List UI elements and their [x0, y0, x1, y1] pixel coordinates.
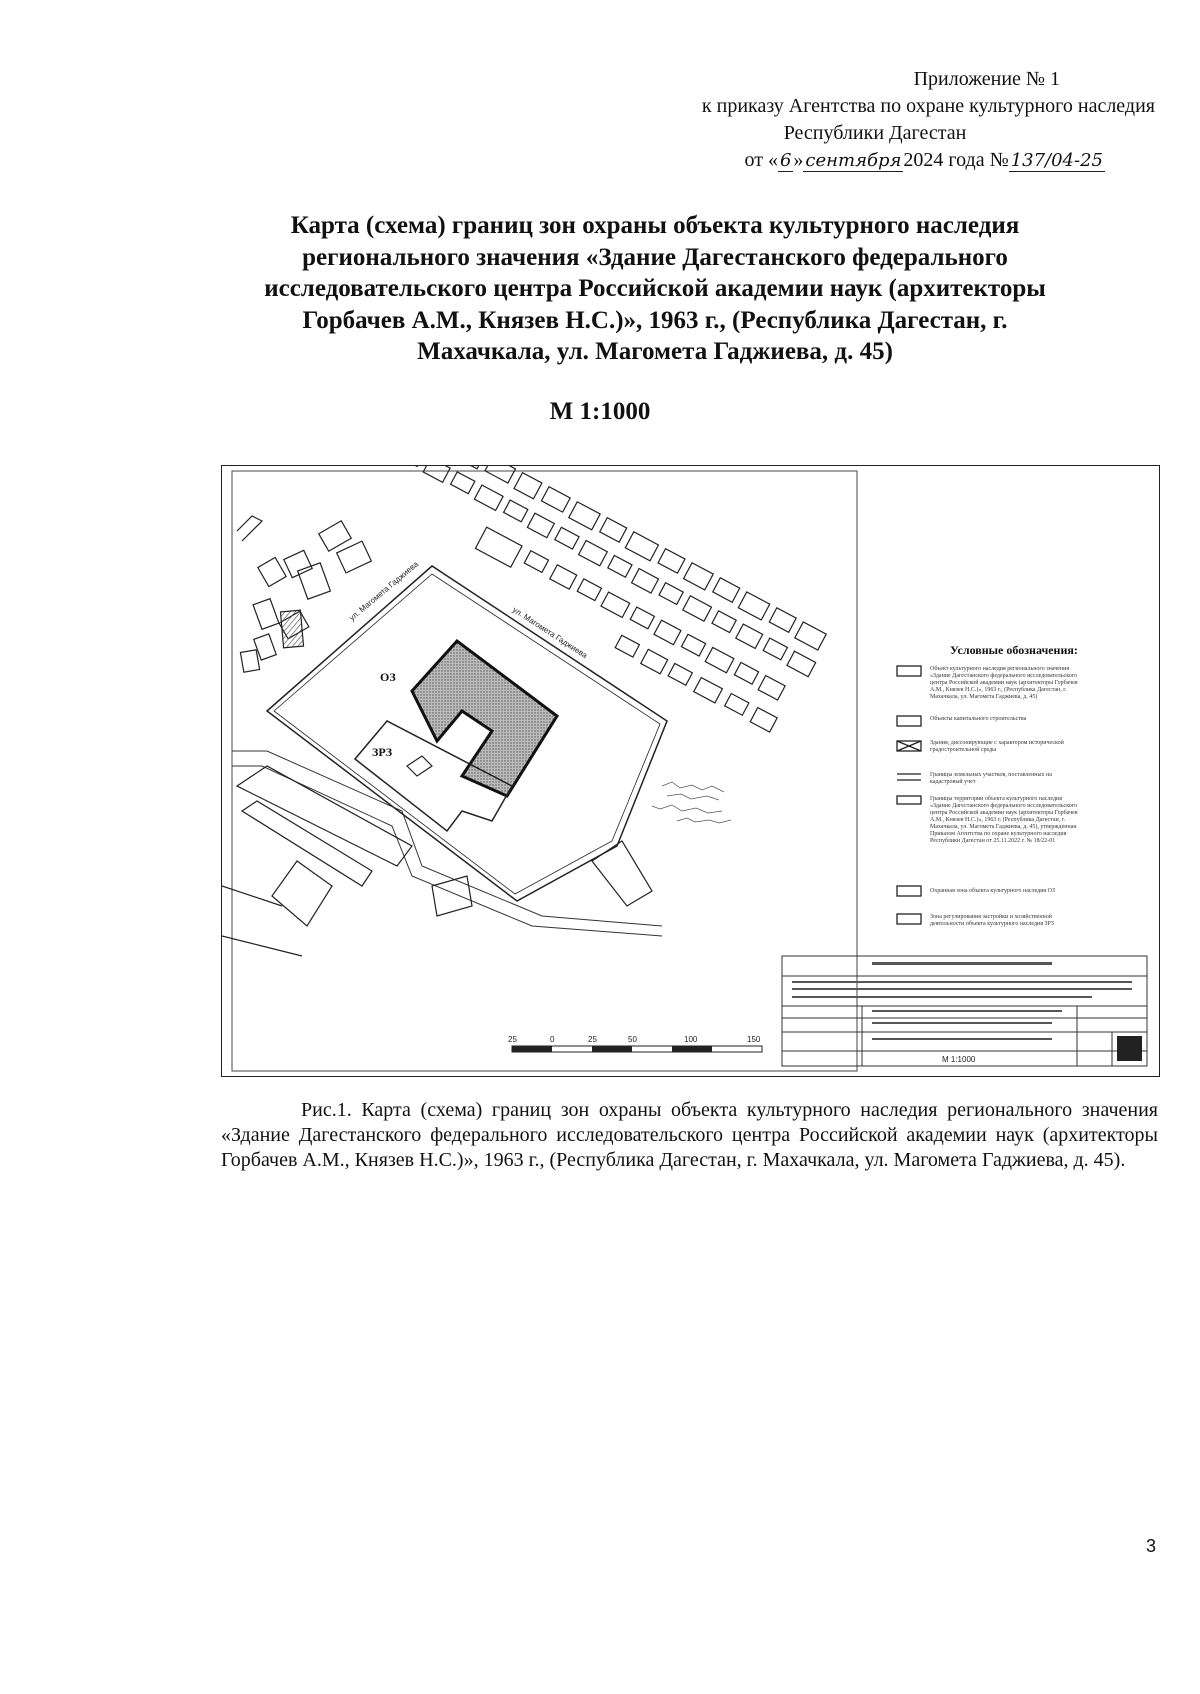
appendix-date-line [595, 147, 1155, 174]
legend-item-oz: Охранная зона объекта культурного наследия ОЗ [930, 888, 1056, 894]
svg-text:100: 100 [684, 1035, 698, 1044]
appendix-header [595, 66, 1155, 174]
stamp-scale: М 1:1000 [942, 1055, 976, 1064]
legend-item-parcels: Границы земельных участков, поставленных на кадастровый учет [930, 772, 1052, 785]
street-label-2: ул. Магомета Гаджиева [510, 605, 589, 661]
legend-symbols [897, 666, 921, 924]
svg-text:0: 0 [550, 1035, 555, 1044]
legend-item-zrz: Зона регулирования застройки и хозяйственной деятельности объекта культурного наследия ЗРЗ [930, 914, 1054, 927]
svg-text:25: 25 [588, 1035, 597, 1044]
heritage-building [412, 641, 557, 796]
date-mid: » [793, 149, 804, 171]
caption-text: Рис.1. Карта (схема) границ зон охраны объекта культурного наследия регионального значения «Здание Дагестанского федерального исследовательского центра Российской академии наук (архитекторы Горбачев А.М., Князев Н.С.)», 1963 г., (Республика Дагестан, г. Махачкала, ул. Магомета Гаджиева, д. 45). [221, 1099, 1158, 1171]
legend-title: Условные обозначения: [950, 643, 1078, 657]
cadastral-map [221, 465, 1160, 1077]
scale-bar [508, 1035, 762, 1052]
map-scale-heading: М 1:1000 [549, 398, 651, 425]
figure-caption [221, 1098, 1158, 1173]
handwritten-number: 137/04-25 [1010, 150, 1103, 171]
date-prefix: от « [744, 149, 778, 171]
map-drawing [222, 466, 1159, 1076]
title-line: исследовательского центра Российской академии наук (архитекторы [264, 275, 1046, 302]
label-zrz: ЗРЗ [372, 745, 393, 759]
label-oz: ОЗ [380, 670, 396, 684]
document-title [160, 210, 1150, 368]
date-year: 2024 года № [903, 149, 1009, 171]
appendix-order-ref: к приказу Агентства по охране культурного наследия [701, 95, 1155, 117]
legend-item-territory: Границы территории объекта культурного наследия «Здание Дагестанского федерального исследовательского центра Российской академии наук (архитекторы Горбачев А.М., Князев Н.С.)», 1963 г. (Республика Дагестан, г. Махачкала, ул. Магомета Гаджиева, д. 45), утвержденная Приказом Агентства по охране культурного наследия Республики Дагестан от 25.11.2022 г. № 18/22-01 [930, 796, 1078, 844]
building-blocks [237, 466, 830, 736]
handwritten-day: 6 [779, 150, 792, 171]
map-frame [232, 471, 857, 1071]
handwritten-month: сентября [805, 150, 902, 171]
appendix-republic: Республики Дагестан [783, 122, 967, 144]
legend-item-dissonant: Здания, диссонирующие с характером исторической градостроительной среды [930, 740, 1064, 753]
title-line: Махачкала, ул. Магомета Гаджиева, д. 45) [417, 338, 893, 365]
legend-item-heritage: Объект культурного наследия регионального значения «Здание Дагестанского федерального исследовательского центра Российской академии наук (архитекторы Горбачев А.М., Князев Н.С.)», 1963 г., (Республика Дагестан, г. Махачкала, ул. Магомета Гаджиева, д. 45) [930, 666, 1078, 700]
svg-text:50: 50 [628, 1035, 637, 1044]
svg-text:25: 25 [508, 1035, 517, 1044]
legend-item-buildings: Объекты капитального строительства [930, 716, 1027, 722]
appendix-number: Приложение № 1 [913, 68, 1060, 90]
title-line: регионального значения «Здание Дагестанского федерального [302, 243, 1008, 271]
street-label-1: ул. Магомета Гаджиева [347, 559, 421, 623]
page-number: 3 [1146, 1536, 1157, 1556]
svg-text:150: 150 [747, 1035, 761, 1044]
title-line: Горбачев А.М., Князев Н.С.)», 1963 г., (Республика Дагестан, г. [302, 306, 1008, 334]
title-line: Карта (схема) границ зон охраны объекта культурного наследия [290, 212, 1020, 239]
